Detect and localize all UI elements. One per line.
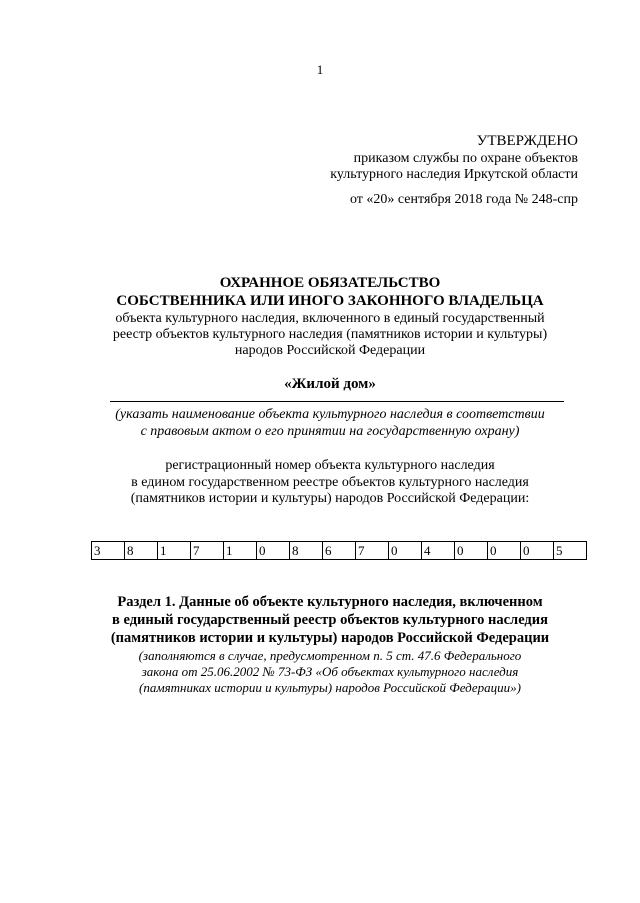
registration-digit: 0	[455, 542, 488, 560]
section-1-note-line-3: (памятниках истории и культуры) народов Российской Федерации»)	[138, 680, 521, 695]
registration-line-2: в едином государственном реестре объектов культурного наследия	[131, 475, 529, 490]
registration-digit: 1	[224, 542, 257, 560]
approval-title: УТВЕРЖДЕНО	[476, 133, 578, 149]
registration-number-table	[91, 541, 587, 560]
section-1-note-line-2: закона от 25.06.2002 № 73-ФЗ «Об объектах культурного наследия	[141, 664, 519, 679]
registration-digit: 8	[290, 542, 323, 560]
registration-digit: 0	[389, 542, 422, 560]
document-subtitle-line-2: реестр объектов культурного наследия (памятников истории и культуры)	[112, 327, 548, 342]
approval-line-2: культурного наследия Иркутской области	[330, 167, 578, 182]
registration-digit: 4	[422, 542, 455, 560]
object-name-underline	[110, 401, 564, 402]
section-1-title-line-1: Раздел 1. Данные об объекте культурного наследия, включенном	[117, 594, 543, 610]
registration-digit: 0	[521, 542, 554, 560]
registration-line-3: (памятников истории и культуры) народов Российской Федерации:	[130, 491, 530, 506]
registration-digit: 3	[92, 542, 125, 560]
approval-line-1: приказом службы по охране объектов	[353, 151, 578, 166]
registration-digit: 0	[488, 542, 521, 560]
document-title-line-2: СОБСТВЕННИКА ИЛИ ИНОГО ЗАКОННОГО ВЛАДЕЛЬЦА	[116, 293, 544, 309]
registration-digit: 0	[257, 542, 290, 560]
registration-number-row	[92, 542, 587, 560]
object-hint-line-2: с правовым актом о его принятии на государственную охрану)	[140, 424, 520, 439]
section-1-title-line-2: в единый государственный реестр объектов культурного наследия	[112, 612, 548, 628]
section-1-note-line-1: (заполняются в случае, предусмотренном п. 5 ст. 47.6 Федерального	[138, 648, 522, 663]
registration-digit: 8	[125, 542, 158, 560]
registration-digit: 1	[158, 542, 191, 560]
section-1-title-line-3: (памятников истории и культуры) народов Российской Федерации	[110, 630, 550, 646]
registration-digit: 7	[191, 542, 224, 560]
document-title-line-1: ОХРАННОЕ ОБЯЗАТЕЛЬСТВО	[219, 275, 441, 291]
object-hint-line-1: (указать наименование объекта культурного наследия в соответствии	[115, 407, 545, 422]
document-subtitle-line-3: народов Российской Федерации	[234, 343, 426, 358]
object-name: «Жилой дом»	[284, 376, 376, 392]
registration-digit: 5	[554, 542, 587, 560]
registration-digit: 7	[356, 542, 389, 560]
document-subtitle-line-1: объекта культурного наследия, включенного в единый государственный	[115, 311, 545, 326]
approval-date: от «20» сентября 2018 года № 248-спр	[349, 192, 578, 207]
registration-digit: 6	[323, 542, 356, 560]
page-number: 1	[316, 62, 324, 77]
registration-line-1: регистрационный номер объекта культурного наследия	[165, 458, 495, 473]
